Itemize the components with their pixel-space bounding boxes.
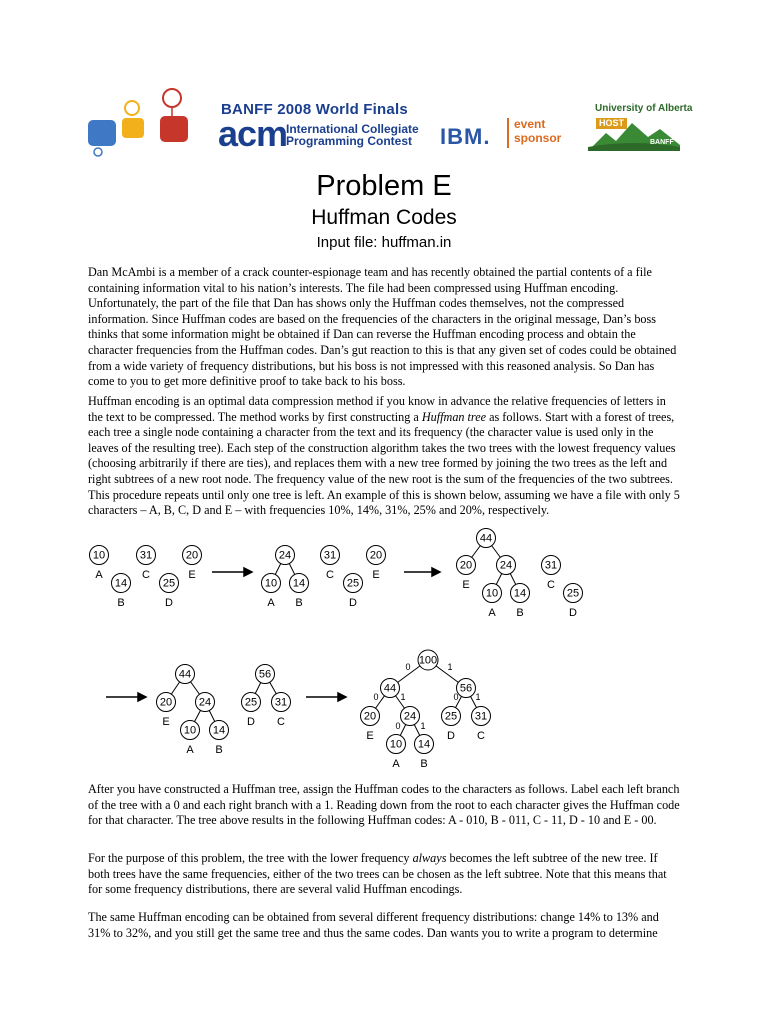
problem-title: Problem E xyxy=(316,170,452,202)
tree-node xyxy=(367,546,386,565)
tree-node-value: 10 xyxy=(183,724,197,737)
tree-node xyxy=(387,735,406,754)
paragraph-huffman: Huffman encoding is an optimal data compression method if you know in advance the relative frequencies of letters in the text to be compressed. The method works by first constructing a Huffman tree as follows. Start with a forest of trees, each tree a single node containing a character from the text and its frequency (the character value is used only in the leaves of the resulting tree). Each step of the construction algorithm takes the two trees with the lowest frequency values (choosing arbitrarily if there are ties), and replaces them with a new tree formed by joining the two trees as the left and right subtrees of a new root node. The frequency value of the new root is the sum of the frequencies of the two subtrees. This procedure repeats until only one tree is left. An example of this is shown below, assuming we have a file with only 5 characters – A, B, C, D and E – with frequencies 10%, 14%, 31%, 25% and 20%, respectively. xyxy=(88,394,680,518)
character-label: C xyxy=(326,569,334,581)
university-name: University of Alberta xyxy=(595,103,693,114)
tree-node-value: 24 xyxy=(198,696,212,709)
tree-node xyxy=(472,707,491,726)
tree-node-value: 31 xyxy=(474,710,488,723)
branch-bit-label: 1 xyxy=(447,662,453,672)
branch-bit-label: 1 xyxy=(400,692,406,702)
tree-node xyxy=(137,546,156,565)
tree-node-value: 24 xyxy=(278,549,292,562)
tree-node xyxy=(242,693,261,712)
arrow-right-icon xyxy=(338,693,346,701)
character-label: D xyxy=(349,597,357,609)
tree-node xyxy=(381,679,400,698)
tree-node-value: 56 xyxy=(459,682,473,695)
tree-node xyxy=(90,546,109,565)
tree-node-value: 25 xyxy=(346,577,360,590)
tree-node xyxy=(321,546,340,565)
tree-node xyxy=(483,584,502,603)
banff-label: BANFF xyxy=(650,139,674,146)
character-label: E xyxy=(462,579,470,591)
host-badge: HOST xyxy=(596,118,627,129)
tree-node-value: 31 xyxy=(274,696,288,709)
diagram-labels xyxy=(95,569,580,770)
character-label: E xyxy=(366,730,374,742)
arrow-right-icon xyxy=(138,693,146,701)
tree-node xyxy=(457,679,476,698)
tree-node-value: 25 xyxy=(162,577,176,590)
character-label: A xyxy=(488,607,496,619)
tree-node xyxy=(160,574,179,593)
tree-node xyxy=(176,665,195,684)
tree-node xyxy=(196,693,215,712)
tree-node xyxy=(112,574,131,593)
branch-bit-label: 1 xyxy=(420,721,426,731)
character-label: C xyxy=(547,579,555,591)
tree-node xyxy=(497,556,516,575)
tree-node xyxy=(157,693,176,712)
tree-node-value: 10 xyxy=(264,577,278,590)
character-label: A xyxy=(392,758,400,770)
branch-bit-label: 0 xyxy=(373,692,379,702)
input-file: Input file: huffman.in xyxy=(316,234,452,251)
tree-node-value: 14 xyxy=(513,587,527,600)
huffman-tree-term: Huffman tree xyxy=(421,409,487,424)
tree-node xyxy=(564,584,583,603)
problem-subtitle: Huffman Codes xyxy=(311,206,457,229)
tree-node xyxy=(418,650,438,670)
character-label: B xyxy=(420,758,428,770)
character-label: E xyxy=(372,569,380,581)
tree-node-value: 25 xyxy=(244,696,258,709)
tree-node-value: 14 xyxy=(417,738,431,751)
character-label: C xyxy=(142,569,150,581)
tree-node-value: 10 xyxy=(389,738,403,751)
event-sponsor-line1: event xyxy=(514,117,546,131)
tree-node xyxy=(457,556,476,575)
acm-logo-text: acm xyxy=(218,113,288,154)
paragraph-intro: Dan McAmbi is a member of a crack counter-espionage team and has recently obtained the partial contents of a file containing information vital to his nation’s interests. The file had been compressed using Huffman encoding. Unfortunately, the part of the file that Dan has shows only the Huffman codes themselves, not the compressed information. Since Huffman codes are based on the frequencies of the characters in the original message, Dan’s boss thinks that some information might be obtained if Dan can reverse the Huffman encoding process and obtain the character frequencies from the Huffman codes. Dan’s gut reaction to this is that any given set of codes could be obtained from a wide variety of frequency distributions, but his boss is not impressed with this reasoned analysis. So Dan has come to you to get more definitive proof to take back to his boss. xyxy=(88,265,677,389)
tree-node xyxy=(477,529,496,548)
icpc-line2: Programming Contest xyxy=(286,134,413,148)
tree-node xyxy=(542,556,561,575)
tree-node-value: 44 xyxy=(178,668,192,681)
character-label: C xyxy=(477,730,485,742)
tree-node-value: 31 xyxy=(544,559,558,572)
tree-node-value: 25 xyxy=(566,587,580,600)
tree-node-value: 25 xyxy=(444,710,458,723)
tree-node-value: 20 xyxy=(363,710,377,723)
arrow-right-icon xyxy=(244,568,252,576)
tree-node xyxy=(361,707,380,726)
tree-node-value: 10 xyxy=(485,587,499,600)
arrow-right-icon xyxy=(432,568,440,576)
tree-node-value: 44 xyxy=(383,682,397,695)
character-label: E xyxy=(188,569,196,581)
character-label: D xyxy=(447,730,455,742)
tree-node xyxy=(511,584,530,603)
paragraph-codes: After you have constructed a Huffman tree, assign the Huffman codes to the characters as follows. Label each left branch of the tree with a 0 and each right branch with a 1. Reading down from the root to each character gives the Huffman code for that character. The tree above results in the following Huffman codes: A - 010, B - 011, C - 11, D - 10 and E - 00. xyxy=(88,782,680,828)
character-label: A xyxy=(267,597,275,609)
tree-node xyxy=(262,574,281,593)
tree-node xyxy=(272,693,291,712)
branch-bit-label: 1 xyxy=(475,692,481,702)
branch-bit-label: 0 xyxy=(405,662,411,672)
branch-bit-label: 0 xyxy=(395,721,401,731)
character-label: E xyxy=(162,716,170,728)
tree-node-value: 44 xyxy=(479,532,493,545)
character-label: D xyxy=(569,607,577,619)
character-label: A xyxy=(95,569,103,581)
always-term: always xyxy=(412,851,447,865)
paragraph-rule: For the purpose of this problem, the tree with the lower frequency always becomes the left subtree of the new tree. If both trees have the same frequencies, either of the two trees can be chosen as the left subtree. Note that this means that for some frequency distributions, there are several valid Huffman encodings. xyxy=(88,851,667,897)
tree-node-value: 24 xyxy=(403,710,417,723)
tree-node-value: 14 xyxy=(114,577,128,590)
paragraph-task: The same Huffman encoding can be obtained from several different frequency distributions: change 14% to 13% and 31% to 32%, and you still get the same tree and thus the same codes. Dan wants you to write a program to determine xyxy=(88,910,659,940)
tree-node xyxy=(181,721,200,740)
tree-node xyxy=(415,735,434,754)
tree-node xyxy=(290,574,309,593)
tree-node-value: 56 xyxy=(258,668,272,681)
tree-node xyxy=(344,574,363,593)
tree-node-value: 20 xyxy=(159,696,173,709)
tree-node-value: 20 xyxy=(369,549,383,562)
tree-node-value: 20 xyxy=(185,549,199,562)
tree-node xyxy=(256,665,275,684)
character-label: D xyxy=(165,597,173,609)
tree-node-value: 20 xyxy=(459,559,473,572)
event-sponsor-line2: sponsor xyxy=(514,131,562,145)
tree-node xyxy=(183,546,202,565)
character-label: B xyxy=(295,597,303,609)
character-label: B xyxy=(215,744,223,756)
character-label: A xyxy=(186,744,194,756)
tree-node xyxy=(276,546,295,565)
tree-node-value: 14 xyxy=(212,724,226,737)
tree-node xyxy=(401,707,420,726)
ibm-logo: IBM. xyxy=(440,124,491,149)
character-label: B xyxy=(117,597,125,609)
tree-node-value: 31 xyxy=(139,549,153,562)
icpc-line1: International Collegiate xyxy=(286,122,419,136)
character-label: B xyxy=(516,607,524,619)
character-label: D xyxy=(247,716,255,728)
tree-node-value: 14 xyxy=(292,577,306,590)
tree-node-value: 24 xyxy=(499,559,513,572)
banner-title: BANFF 2008 World Finals xyxy=(221,101,408,118)
tree-node xyxy=(210,721,229,740)
branch-bit-label: 0 xyxy=(453,692,459,702)
tree-node-value: 10 xyxy=(92,549,106,562)
tree-node xyxy=(442,707,461,726)
character-label: C xyxy=(277,716,285,728)
tree-node-value: 31 xyxy=(323,549,337,562)
tree-node-value: 100 xyxy=(418,654,438,667)
